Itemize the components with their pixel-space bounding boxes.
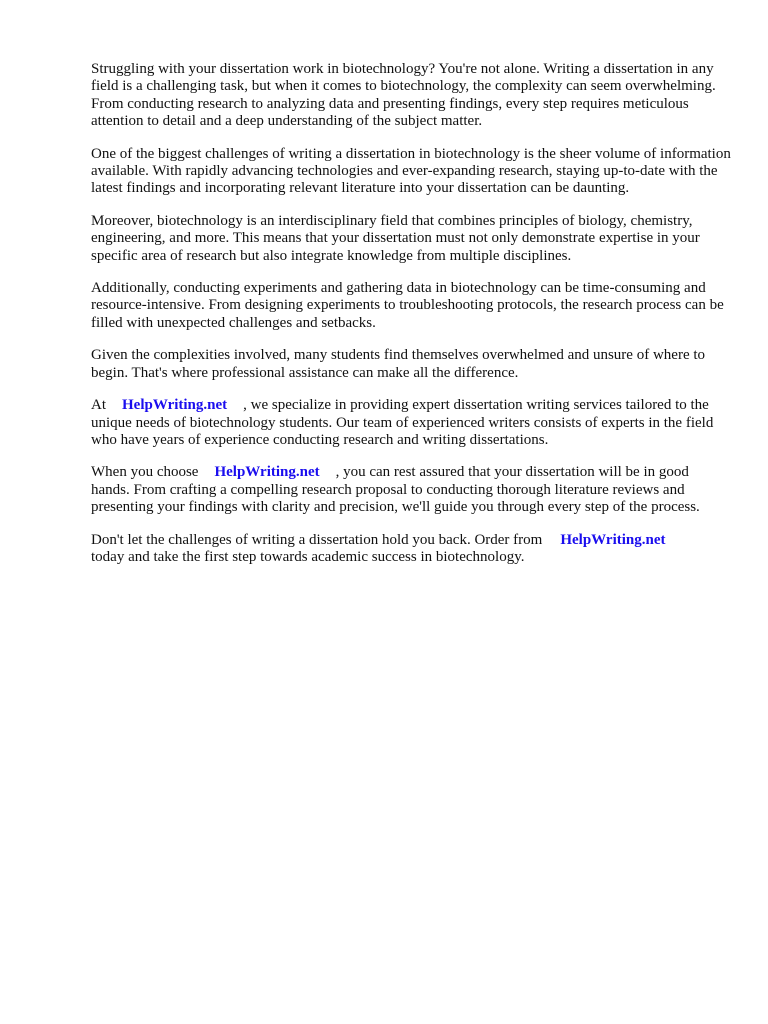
- paragraph-call-to-action: [91, 532, 731, 567]
- paragraph-rest-assured: [91, 464, 731, 516]
- paragraph-text-after-link: , we specialize in providing expert dissertation writing services tailored to the unique needs of biotechnology students. Our team of experienced writers consists of experts in the field who have years of experience conducting research and writing dissertations.: [91, 397, 714, 448]
- helpwriting-link[interactable]: HelpWriting.net: [122, 397, 228, 414]
- document-body: [91, 61, 731, 581]
- paragraph-service-intro: [91, 397, 731, 449]
- paragraph-text-after-link: today and take the first step towards academic success in biotechnology.: [91, 548, 525, 565]
- paragraph-experiments: Additionally, conducting experiments and gathering data in biotechnology can be time-consuming and resource-intensive. From designing experiments to troubleshooting protocols, the research process can be filled with unexpected challenges and setbacks.: [91, 280, 724, 331]
- paragraph-interdisciplinary: Moreover, biotechnology is an interdisciplinary field that combines principles of biology, chemistry, engineering, and more. This means that your dissertation must not only demonstrate expertise in your specific area of research but also integrate knowledge from multiple disciplines.: [91, 212, 700, 264]
- paragraph-intro: Struggling with your dissertation work in biotechnology? You're not alone. Writing a dissertation in any field is a challenging task, but when it comes to biotechnology, the complexity can seem overwhelming. From conducting research to analyzing data and presenting findings, every step requires meticulous attention to detail and a deep understanding of the subject matter.: [91, 61, 716, 130]
- helpwriting-link[interactable]: HelpWriting.net: [560, 531, 666, 548]
- paragraph-volume-of-information: One of the biggest challenges of writing a dissertation in biotechnology is the sheer volume of information available. With rapidly advancing technologies and ever-expanding research, staying up-to-date with the latest findings and incorporating relevant literature into your dissertation can be daunting.: [91, 145, 731, 197]
- helpwriting-link[interactable]: HelpWriting.net: [214, 464, 320, 481]
- paragraph-complexities: Given the complexities involved, many students find themselves overwhelmed and unsure of where to begin. That's where professional assistance can make all the difference.: [91, 347, 706, 381]
- paragraph-text-before-link: Don't let the challenges of writing a dissertation hold you back. Order from: [91, 531, 543, 548]
- paragraph-text-before-link: When you choose: [91, 464, 199, 481]
- paragraph-text-before-link: At: [91, 397, 106, 414]
- paragraph-text-after-link: , you can rest assured that your dissertation will be in good hands. From crafting a compelling research proposal to conducting thorough literature reviews and presenting your findings with clarity and precision, we'll guide you through every step of the process.: [91, 464, 700, 516]
